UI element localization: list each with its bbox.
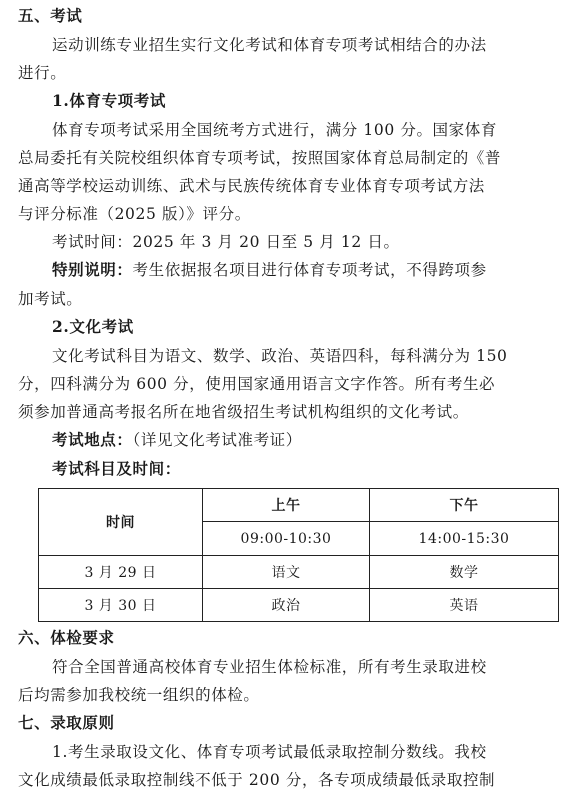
table-header-pm: 下午	[449, 498, 479, 514]
paragraph-line: 分，四科满分为 600 分，使用国家通用语言文字作答。所有考生必	[18, 375, 496, 393]
schedule-label: 考试科目及时间：	[52, 459, 181, 478]
subheading-sports-exam: 1.体育专项考试	[52, 91, 166, 110]
special-note-label: 特别说明：	[52, 260, 133, 279]
subheading-culture-exam: 2.文化考试	[52, 317, 134, 336]
table-cell-am-subject: 语文	[271, 565, 301, 581]
exam-location-value: （详见文化考试准考证）	[132, 431, 302, 449]
table-pm-time: 14:00-15:30	[418, 530, 510, 547]
table-cell-date: 3 月 30 日	[84, 598, 157, 614]
exam-schedule-table	[38, 488, 559, 622]
paragraph-line: 1.考生录取设文化、体育专项考试最低录取控制分数线。我校	[52, 743, 487, 761]
paragraph-line: 进行。	[18, 64, 67, 82]
paragraph-line: 加考试。	[18, 290, 83, 308]
paragraph-line: 与评分标准（2025 版）》评分。	[18, 205, 251, 223]
exam-time-line: 考试时间：2025 年 3 月 20 日至 5 月 12 日。	[52, 233, 400, 251]
paragraph-line: 符合全国普通高校体育专业招生体检标准，所有考生录取进校	[52, 658, 487, 676]
special-note-line	[52, 260, 558, 280]
table-header-am: 上午	[271, 498, 301, 514]
paragraph-line: 总局委托有关院校组织体育专项考试，按照国家体育总局制定的《普	[18, 149, 502, 167]
paragraph-line: 须参加普通高考报名所在地省级招生考试机构组织的文化考试。	[18, 403, 469, 421]
table-cell-date: 3 月 29 日	[84, 565, 157, 581]
table-cell-pm-subject: 数学	[449, 565, 479, 581]
table-cell-am-subject: 政治	[271, 598, 301, 614]
paragraph-line: 文化成绩最低录取控制线不低于 200 分，各专项成绩最低录取控制	[18, 771, 496, 789]
paragraph-line: 后均需参加我校统一组织的体检。	[18, 686, 260, 704]
section-heading-exam: 五、考试	[18, 6, 83, 25]
exam-location-line	[52, 430, 558, 450]
paragraph-line: 通高等学校运动训练、武术与民族传统体育专业体育专项考试方法	[18, 177, 485, 195]
paragraph-line: 运动训练专业招生实行文化考试和体育专项考试相结合的办法	[52, 36, 487, 54]
exam-location-label: 考试地点：	[52, 430, 133, 449]
table-am-time: 09:00-10:30	[240, 530, 332, 547]
special-note-text: 考生依据报名项目进行体育专项考试，不得跨项参	[132, 261, 487, 279]
table-cell-pm-subject: 英语	[449, 598, 479, 614]
section-heading-physical-exam: 六、体检要求	[18, 628, 115, 647]
paragraph-line: 体育专项考试采用全国统考方式进行，满分 100 分。国家体育	[52, 121, 497, 139]
section-heading-admission: 七、录取原则	[18, 713, 115, 732]
paragraph-line: 文化考试科目为语文、数学、政治、英语四科，每科满分为 150	[52, 347, 508, 365]
table-header-time: 时间	[106, 515, 135, 531]
